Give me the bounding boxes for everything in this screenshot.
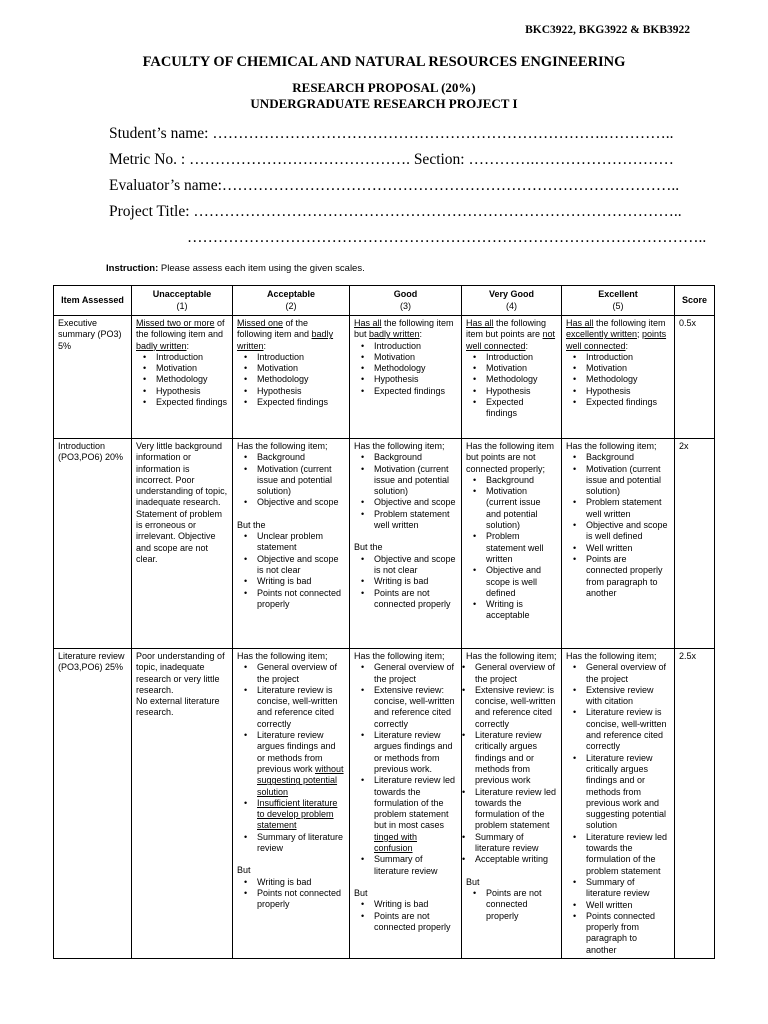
cell-text: • General overview of the project — [374, 662, 457, 685]
list-item: • Unclear problem statement — [257, 531, 345, 554]
list-item: • Writing is bad — [374, 899, 457, 910]
cell-text: Missed one — [237, 318, 284, 328]
header-row — [54, 286, 715, 316]
cell-text: Literature review led towards the formulation of the problem statement but in most cases — [374, 775, 456, 831]
cell-text: No external literature research. — [136, 696, 220, 718]
header-good-label: Good — [393, 289, 418, 300]
evaluator-name-field[interactable]: Evaluator’s name:…………………………………………………………………………….. — [109, 177, 680, 194]
list-item: • Points are not connected properly — [374, 588, 457, 611]
list-item: • Problem statement well written — [374, 509, 457, 532]
cell-text: Insufficient literature to develop problem statement — [257, 797, 338, 831]
list-item: • Objective and scope is not clear — [257, 554, 345, 577]
header-score: Score — [675, 286, 715, 316]
intro-score: 2x — [675, 439, 715, 649]
list-item: • Objective and scope is well defined — [486, 565, 557, 599]
list-item: • Methodology — [156, 374, 228, 385]
cell-text: Has all — [354, 318, 382, 328]
list-item: • Methodology — [374, 363, 457, 374]
header-good-score: (3) — [400, 300, 411, 311]
instruction — [106, 263, 365, 274]
list-item: • Expected findings — [374, 386, 457, 397]
header-very-good-label: Very Good — [488, 289, 534, 300]
list-item: • Motivation — [486, 363, 557, 374]
list-item: • Literature review led towards the formulation of the problem statement — [586, 832, 670, 877]
list-item: • Well written — [586, 900, 670, 911]
project-title-field[interactable]: Project Title: ………………………………………………………………………………….. — [109, 203, 682, 220]
list-item: • Background — [374, 452, 457, 463]
header-acceptable-label: Acceptable — [266, 289, 316, 300]
list-item: • Background — [586, 452, 670, 463]
cell-text: Has the following item; — [466, 651, 557, 661]
cell-text: the following item — [593, 318, 666, 328]
cell-text: the following item but points are — [466, 318, 547, 340]
header-good — [350, 286, 462, 316]
cell-text: badly written — [136, 340, 187, 351]
list-item: • Objective and scope is not clear — [374, 554, 457, 577]
row-executive-summary — [54, 316, 715, 439]
list-item: • Motivation (current issue and potential solution) — [374, 464, 457, 498]
list-item: • Introduction — [257, 352, 345, 363]
cell-text: Has the following item; — [566, 441, 657, 451]
metric-section-field[interactable]: Metric No. : ……………………………………. Section: ………….……………………… — [109, 151, 674, 168]
header-unacceptable-label: Unacceptable — [152, 289, 212, 300]
list-item: • Writing is bad — [257, 576, 345, 587]
list-item: • Motivation (current issue and potential solution) — [257, 464, 345, 498]
list-item: • Summary of literature review — [586, 877, 670, 900]
cell-text: Has the following item; — [237, 441, 328, 451]
list-item: • Literature review critically argues findings and or methods from previous work — [475, 730, 557, 786]
intro-acceptable — [233, 439, 350, 649]
cell-text: points well connected — [566, 329, 667, 351]
list-item: • Motivation — [257, 363, 345, 374]
cell-text: But the — [354, 542, 383, 553]
exec-excellent — [562, 316, 675, 439]
header-excellent-score: (5) — [612, 300, 624, 311]
cell-text: Literature review argues findings and or methods from previous work — [257, 730, 336, 774]
cell-text: But the — [237, 519, 266, 530]
list-item: • Objective and scope — [257, 497, 345, 508]
instruction-text: Please assess each item using the given scales. — [158, 263, 365, 274]
cell-text: Missed two or more — [136, 318, 215, 328]
course-title: UNDERGRADUATE RESEARCH PROJECT I — [250, 96, 518, 111]
cell-text: tinged with confusion — [374, 831, 418, 854]
lit-very-good — [462, 649, 562, 959]
cell-text: : — [525, 340, 529, 351]
list-item: • Summary of literature review — [475, 832, 557, 855]
cell-text: Poor understanding of topic, inadequate research or very little research. — [136, 651, 225, 695]
cell-text: without suggesting potential solution — [257, 763, 344, 797]
course-code: BKC3922, BKG3922 & BKB3922 — [525, 24, 690, 36]
intro-very-good — [462, 439, 562, 649]
list-item: • Points connected properly from paragraph to another — [586, 911, 670, 956]
header-acceptable-score: (2) — [285, 300, 297, 311]
exec-unacceptable — [132, 316, 233, 439]
document-title: RESEARCH PROPOSAL (20%) — [292, 80, 476, 95]
list-item: • Points are connected properly from paragraph to another — [586, 554, 670, 599]
cell-text: excellently written — [566, 329, 638, 340]
list-item: • Methodology — [486, 374, 557, 385]
exec-score: 0.5x — [675, 316, 715, 439]
instruction-label: Instruction: — [106, 263, 159, 274]
list-item: • Problem statement well written — [486, 531, 557, 565]
list-item: • Objective and scope is well defined — [586, 520, 670, 543]
list-item: • Motivation — [586, 363, 670, 374]
intro-excellent — [562, 439, 675, 649]
list-item: • Points not connected properly — [257, 888, 345, 911]
item-literature-review: Literature review (PO3,PO6) 25% — [54, 649, 132, 959]
cell-text: badly written — [237, 329, 334, 351]
row-introduction — [54, 439, 715, 649]
cell-text: • Literature review argues findings and or methods from previous work. — [374, 730, 457, 775]
list-item: • Extensive review with citation — [586, 685, 670, 708]
cell-text: Has the following item; — [354, 441, 445, 451]
list-item: • Introduction — [586, 352, 670, 363]
cell-text: : — [263, 340, 267, 351]
header-excellent — [562, 286, 675, 316]
header-unacceptable-score: (1) — [176, 300, 188, 311]
list-item: • Introduction — [156, 352, 228, 363]
cell-text: Has all — [466, 318, 494, 328]
row-literature-review — [54, 649, 715, 959]
item-executive-summary: Executive summary (PO3) 5% — [54, 316, 132, 439]
cell-text: • Literature review is concise, well-written and reference cited correctly — [257, 685, 345, 730]
list-item: • Writing is acceptable — [486, 599, 557, 622]
cell-text: But — [354, 887, 368, 898]
cell-text: • Summary of literature review — [374, 854, 457, 877]
cell-text: : — [419, 329, 423, 340]
lit-good — [350, 649, 462, 959]
cell-text: the following item but — [354, 318, 454, 340]
intro-good — [350, 439, 462, 649]
list-item: • Objective and scope — [374, 497, 457, 508]
list-item: • Background — [486, 475, 557, 486]
header-unacceptable — [132, 286, 233, 316]
list-item: • Expected findings — [156, 397, 228, 408]
list-item: • Introduction — [486, 352, 557, 363]
list-item: • Expected findings — [486, 397, 557, 420]
cell-text: Has the following item; — [237, 651, 328, 661]
cell-text: : — [186, 340, 190, 351]
cell-text: Has all — [566, 318, 594, 328]
header-very-good — [462, 286, 562, 316]
student-name-field[interactable]: Student’s name: ………………………………………………………………….………….. — [109, 125, 674, 142]
intro-unacceptable: Very little background information or information is incorrect. Poor understanding of topic, inadequate research. Statement of problem is erroneous or irrelevant. Objective and scope are not clear. — [132, 439, 233, 649]
header-excellent-label: Excellent — [598, 289, 638, 300]
list-item: • Acceptable writing — [475, 854, 557, 865]
cell-text: • Extensive review: concise, well-written and reference cited correctly — [374, 685, 457, 730]
project-title-continuation[interactable]: ……………………………………………………………………………………….. — [187, 229, 707, 246]
cell-text: Has the following item; — [566, 651, 657, 661]
list-item: • Problem statement well written — [586, 497, 670, 520]
cell-text: But — [237, 865, 251, 876]
cell-text: of the following item and — [136, 318, 225, 340]
cell-text: ; — [637, 329, 643, 340]
list-item: • Hypothesis — [156, 386, 228, 397]
list-item: • Motivation — [156, 363, 228, 374]
header-acceptable — [233, 286, 350, 316]
list-item: • Points are not connected properly — [374, 911, 457, 934]
exec-very-good — [462, 316, 562, 439]
list-item: • Introduction — [374, 341, 457, 352]
list-item: • Motivation — [374, 352, 457, 363]
list-item: • Literature review led towards the formulation of the problem statement — [475, 787, 557, 832]
cell-text: of the following item and — [237, 318, 312, 340]
list-item: • Writing is bad — [374, 576, 457, 587]
list-item: • Motivation (current issue and potential solution) — [586, 464, 670, 498]
cell-text: badly written — [369, 329, 420, 340]
list-item: • Points not connected properly — [257, 588, 345, 611]
cell-text: • General overview of the project — [257, 662, 345, 685]
list-item: • General overview of the project — [475, 662, 557, 685]
rubric-table — [53, 285, 715, 959]
list-item: • Methodology — [586, 374, 670, 385]
list-item: • Hypothesis — [257, 386, 345, 397]
list-item: • Literature review critically argues findings and or methods from previous work and suggesting potential solution — [586, 753, 670, 832]
header-item-assessed: Item Assessed — [54, 286, 132, 316]
exec-acceptable — [233, 316, 350, 439]
list-item: • Methodology — [257, 374, 345, 385]
list-item: • Points are not connected properly — [486, 888, 557, 922]
list-item: • General overview of the project — [586, 662, 670, 685]
cell-text: not well connected — [466, 329, 556, 351]
header-very-good-score: (4) — [506, 300, 517, 311]
faculty-heading: FACULTY OF CHEMICAL AND NATURAL RESOURCES ENGINEERING — [142, 54, 626, 70]
list-item: • Well written — [586, 543, 670, 554]
item-introduction: Introduction (PO3,PO6) 20% — [54, 439, 132, 649]
lit-score: 2.5x — [675, 649, 715, 959]
list-item: • Background — [257, 452, 345, 463]
list-item: • Writing is bad — [257, 877, 345, 888]
cell-text: • Summary of literature review — [257, 832, 345, 855]
cell-text: : — [625, 340, 629, 351]
list-item: • Hypothesis — [486, 386, 557, 397]
list-item: • Hypothesis — [586, 386, 670, 397]
list-item: • Expected findings — [257, 397, 345, 408]
exec-good — [350, 316, 462, 439]
cell-text: But — [466, 876, 480, 887]
list-item: • Expected findings — [586, 397, 670, 408]
lit-unacceptable — [132, 649, 233, 959]
list-item: • Motivation (current issue and potential solution) — [486, 486, 557, 531]
list-item: • Literature review is concise, well-written and reference cited correctly — [586, 707, 670, 752]
list-item: • Hypothesis — [374, 374, 457, 385]
lit-excellent — [562, 649, 675, 959]
list-item: • Extensive review: is concise, well-written and reference cited correctly — [475, 685, 557, 730]
cell-text: Has the following item; — [354, 651, 445, 661]
lit-acceptable — [233, 649, 350, 959]
cell-text: Has the following item but points are not connected properly; — [466, 441, 555, 474]
